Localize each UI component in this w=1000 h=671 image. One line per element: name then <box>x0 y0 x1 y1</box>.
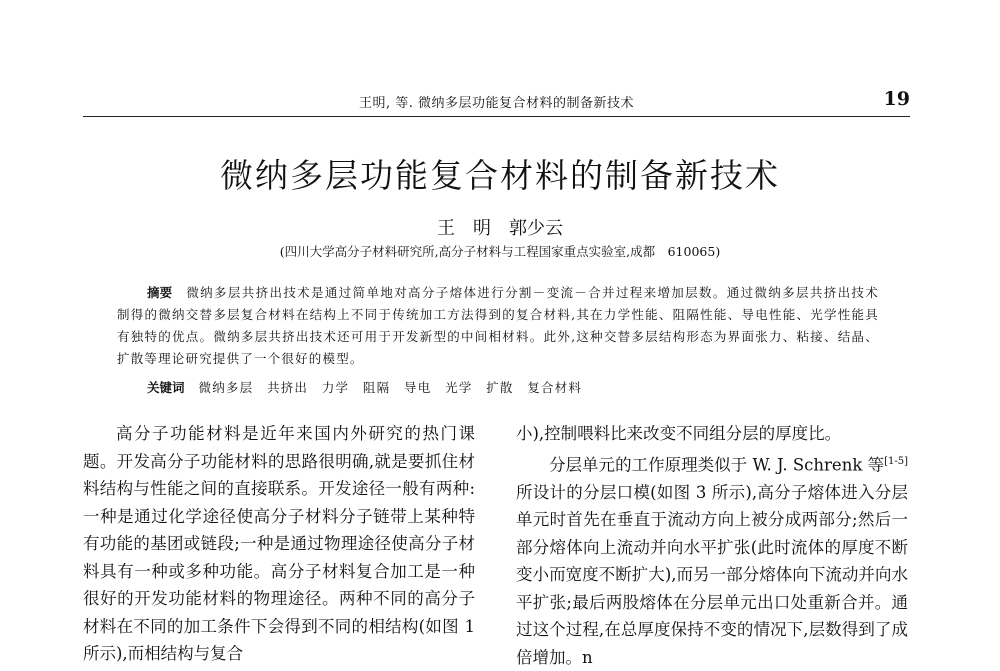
body-paragraph: 高分子功能材料是近年来国内外研究的热门课题。开发高分子功能材料的思路很明确,就是要抓住材料结构与性能之间的直接联系。开发途径一般有两种:一种是通过化学途径使高分子材料分子链带上某种特有功能的基团或链段;一种是通过物理途径使高分子材料具有一种或多种功能。高分子材料复合加工是一种很好的开发功能材料的物理途径。两种不同的高分子材料在不同的加工条件下会得到不同的相结构(如图 1 所示),而相结构与复合 <box>83 420 475 668</box>
body-paragraph-continued: 小),控制喂料比来改变不同组分层的厚度比。 <box>516 420 908 448</box>
keywords <box>147 378 879 396</box>
body-text: 所设计的分层口模(如图 3 所示),高分子熔体进入分层单元时首先在垂直于流动方向上被分成两部分;然后一部分熔体向上流动并向水平扩张(此时流体的厚度不断变小而宽度不断扩大),而另一部分熔体向下流动并向水平扩张;最后两股熔体在分层单元出口处重新合并。通过这个过程,在总厚度保持不变的情况下,层数得到了成倍增加。n <box>516 483 908 667</box>
article-title: 微纳多层功能复合材料的制备新技术 <box>0 150 1000 197</box>
keywords-text: 微纳多层 共挤出 力学 阻隔 导电 光学 扩散 复合材料 <box>199 380 583 395</box>
page-number: 19 <box>884 88 910 110</box>
affiliation: (四川大学高分子材料研究所,高分子材料与工程国家重点实验室,成都 610065) <box>0 242 1000 260</box>
abstract-text: 微纳多层共挤出技术是通过简单地对高分子熔体进行分割－变流－合并过程来增加层数。通过微纳多层共挤出技术制得的微纳交替多层复合材料在结构上不同于传统加工方法得到的复合材料,其在力学性能、阻隔性能、导电性能、光学性能具有独特的优点。微纳多层共挤出技术还可用于开发新型的中间相材料。此外,这种交替多层结构形态为界面张力、粘接、结晶、扩散等理论研究提供了一个很好的模型。 <box>117 285 879 366</box>
abstract <box>117 282 879 370</box>
body-paragraph <box>516 448 908 671</box>
author-list: 王 明 郭少云 <box>0 214 1000 240</box>
body-text: 分层单元的工作原理类似于 W. J. Schrenk 等 <box>549 455 884 474</box>
body-column-left <box>83 420 475 668</box>
running-head: 王明, 等. 微纳多层功能复合材料的制备新技术 <box>83 92 910 111</box>
header-rule <box>83 116 910 117</box>
keywords-label: 关键词 <box>147 380 185 395</box>
page-header <box>83 88 910 114</box>
abstract-label: 摘要 <box>147 285 172 300</box>
citation: [1-5] <box>884 456 908 467</box>
body-column-right <box>516 420 908 671</box>
